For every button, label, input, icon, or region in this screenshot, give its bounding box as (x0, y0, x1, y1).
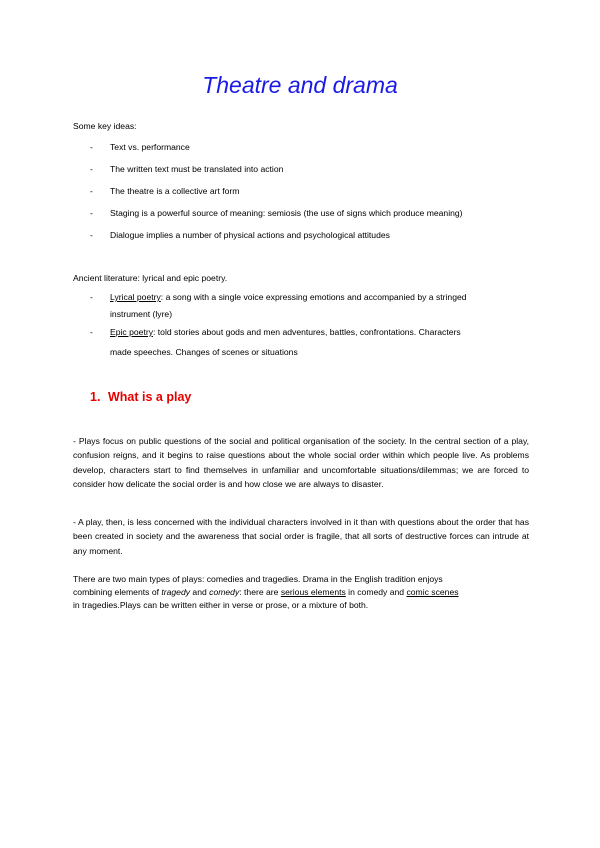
bullet-dash: - (90, 208, 93, 218)
bullet-dash: - (90, 292, 93, 302)
lyrical-line-2: instrument (lyre) (110, 309, 173, 319)
paragraph-2: - A play, then, is less concerned with the individual characters involved in it than with questions about the order that has been created in society and the awareness that social order is fragile, that all sorts of destructive forces can intrude at any moment. (73, 517, 529, 556)
bullet-dash: - (90, 142, 93, 152)
text-run: : there are (239, 587, 281, 597)
lyrical-term: Lyrical poetry (110, 292, 161, 302)
bullet-dash: - (90, 186, 93, 196)
key-idea-item: The written text must be translated into action (110, 164, 284, 174)
paragraph-3-line-1: There are two main types of plays: comedies and tragedies. Drama in the English tradition enjoys (73, 574, 443, 584)
lyrical-line-1 (110, 291, 467, 304)
paragraph-3-line-3: in tragedies.Plays can be written either in verse or prose, or a mixture of both. (73, 600, 369, 610)
text-run: in comedy and (345, 587, 407, 597)
bullet-dash: - (90, 327, 93, 337)
lyrical-text: : a song with a single voice expressing emotions and accompanied by a stringed (160, 292, 467, 302)
key-idea-item: Text vs. performance (110, 142, 190, 152)
epic-line-2: made speeches. Changes of scenes or situations (110, 347, 298, 357)
epic-line-1 (110, 326, 461, 339)
paragraph-3-line-2 (73, 586, 459, 599)
bullet-dash: - (90, 230, 93, 240)
bullet-dash: - (90, 164, 93, 174)
epic-text: : told stories about gods and men adventures, battles, confrontations. Characters (153, 327, 461, 337)
section-heading (90, 390, 191, 404)
section-title: What is a play (108, 390, 192, 404)
page-title: Theatre and drama (202, 72, 398, 98)
epic-term: Epic poetry (110, 327, 153, 337)
comic-scenes-term: comic scenes (406, 587, 459, 597)
serious-elements-term: serious elements (280, 587, 346, 597)
paragraph-1: - Plays focus on public questions of the social and political organisation of the society. In the central section of a play, confusion reigns, and it begins to raise questions about the whole social order within which people live. As problems develop, characters start to find themselves in unfamiliar and uncomfortable situations/dilemmas; we are forced to consider how delicate the social order is and how close we are always to disaster. (73, 436, 529, 489)
key-idea-item: Dialogue implies a number of physical actions and psychological attitudes (110, 230, 390, 240)
text-run: combining elements of (73, 587, 162, 597)
text-run: and (190, 587, 210, 597)
key-idea-item: Staging is a powerful source of meaning: semiosis (the use of signs which produce meaning) (110, 208, 463, 218)
section-number: 1. (90, 390, 101, 404)
ancient-intro: Ancient literature: lyrical and epic poetry. (73, 273, 228, 283)
key-ideas-intro: Some key ideas: (73, 121, 137, 131)
key-idea-item: The theatre is a collective art form (110, 186, 240, 196)
comedy-term: comedy (209, 587, 240, 597)
tragedy-term: tragedy (161, 587, 191, 597)
